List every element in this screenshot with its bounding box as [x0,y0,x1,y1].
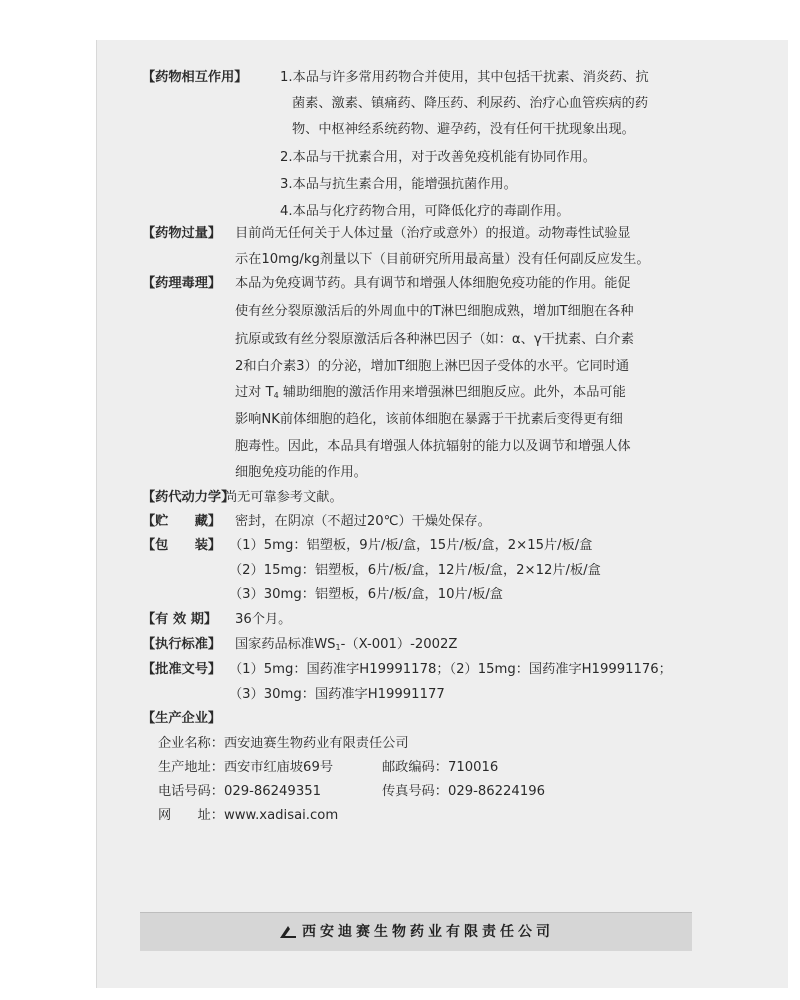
validity-text: 36个月。 [235,612,292,627]
interaction-label: 【药物相互作用】 [142,70,248,85]
pharmacokinetics-label: 【药代动力学】 [142,490,235,505]
postcode-value: 710016 [447,760,499,775]
interaction-line: 1.本品与许多常用药物合并使用，其中包括干扰素、消炎药、抗 [280,70,649,85]
manufacturer-label: 【生产企业】 [142,711,222,726]
pharmacology-line: 影响NK前体细胞的趋化，该前体细胞在暴露于干扰素后变得更有细 [235,412,623,427]
validity-label: 【有 效 期】 [142,612,218,627]
footer-company [140,913,692,951]
packaging-line: （3）30mg：铝塑板，6片/板/盒，10片/板/盒 [229,587,503,602]
overdose-line: 目前尚无任何关于人体过量（治疗或意外）的报道。动物毒性试验显 [235,226,631,241]
pharmacokinetics-text: 尚无可靠参考文献。 [224,490,343,505]
standard-text [235,633,457,652]
pharmacology-line: 2和白介素3）的分泌，增加T细胞上淋巴因子受体的水平。它同时通 [235,359,630,374]
standard-text-a: 国家药品标准WS [235,637,336,652]
postcode-label: 邮政编码： [382,760,448,775]
company-name-value: 西安迪赛生物药业有限责任公司 [223,736,409,751]
interaction-line: 3.本品与抗生素合用，能增强抗菌作用。 [280,177,517,192]
approval-line: （3）30mg：国药准字H19991177 [229,687,445,702]
pharmacology-line: 细胞免疫功能的作用。 [235,465,367,480]
approval-line: （1）5mg：国药准字H19991178；（2）15mg：国药准字H19991176； [229,662,672,677]
pharmacology-line: 抗原或致有丝分裂原激活后各种淋巴因子（如：α、γ干扰素、白介素 [235,332,634,347]
approval-label: 【批准文号】 [142,662,222,677]
storage-label: 【贮 藏】 [142,514,222,529]
pharmacology-t-subscript: 4 [273,391,279,400]
fax-value: 029-86224196 [447,784,545,799]
pharmacology-t-suffix: 辅助细胞的激活作用来增强淋巴细胞反应。此外，本品可能 [282,385,626,400]
phone-label: 电话号码： [158,784,224,799]
pharmacology-line: 本品为免疫调节药。具有调节和增强人体细胞免疫功能的作用。能促 [235,276,631,291]
packaging-line: （2）15mg：铝塑板，6片/板/盒，12片/板/盒，2×12片/板/盒 [229,563,601,578]
pharmacology-t-prefix: 过对 T [235,385,274,400]
footer-bar [140,912,692,951]
website-row [158,804,338,823]
pharmacology-label: 【药理毒理】 [142,276,222,291]
phone-value: 029-86249351 [223,784,321,799]
packaging-label: 【包 装】 [142,538,222,553]
fax-row [382,780,545,799]
website-label: 网 址： [158,808,224,823]
phone-row [158,780,321,799]
overdose-line: 示在10mg/kg剂量以下（目前研究所用最高量）没有任何副反应发生。 [235,252,650,267]
pharmacology-line [235,381,626,400]
fax-label: 传真号码： [382,784,448,799]
website-value: www.xadisai.com [223,808,339,823]
address-row [158,756,333,775]
interaction-line: 4.本品与化疗药物合用，可降低化疗的毒副作用。 [280,204,570,219]
interaction-line: 物、中枢神经系统药物、避孕药，没有任何干扰现象出现。 [292,122,635,137]
company-name-row [158,732,409,751]
standard-text-b: -（X-001）-2002Z [340,637,458,652]
address-label: 生产地址： [158,760,224,775]
overdose-label: 【药物过量】 [142,226,222,241]
company-name-label: 企业名称： [158,736,224,751]
interaction-line: 菌素、激素、镇痛药、降压药、利尿药、治疗心血管疾病的药 [292,96,649,111]
interaction-line: 2.本品与干扰素合用，对于改善免疫机能有协同作用。 [280,150,596,165]
pharmacology-line: 胞毒性。因此，本品具有增强人体抗辐射的能力以及调节和增强人体 [235,439,631,454]
postcode-row [382,756,498,775]
company-logo-icon [278,924,298,940]
footer-company-name: 西安迪赛生物药业有限责任公司 [302,924,554,940]
standard-text-sub: 1 [335,643,341,652]
standard-label: 【执行标准】 [142,637,222,652]
address-value: 西安市红庙坡69号 [223,760,334,775]
pharmacology-line: 使有丝分裂原激活后的外周血中的T淋巴细胞成熟，增加T细胞在各种 [235,304,634,319]
packaging-line: （1）5mg：铝塑板，9片/板/盒，15片/板/盒，2×15片/板/盒 [229,538,593,553]
storage-text: 密封，在阴凉（不超过20℃）干燥处保存。 [235,514,491,529]
